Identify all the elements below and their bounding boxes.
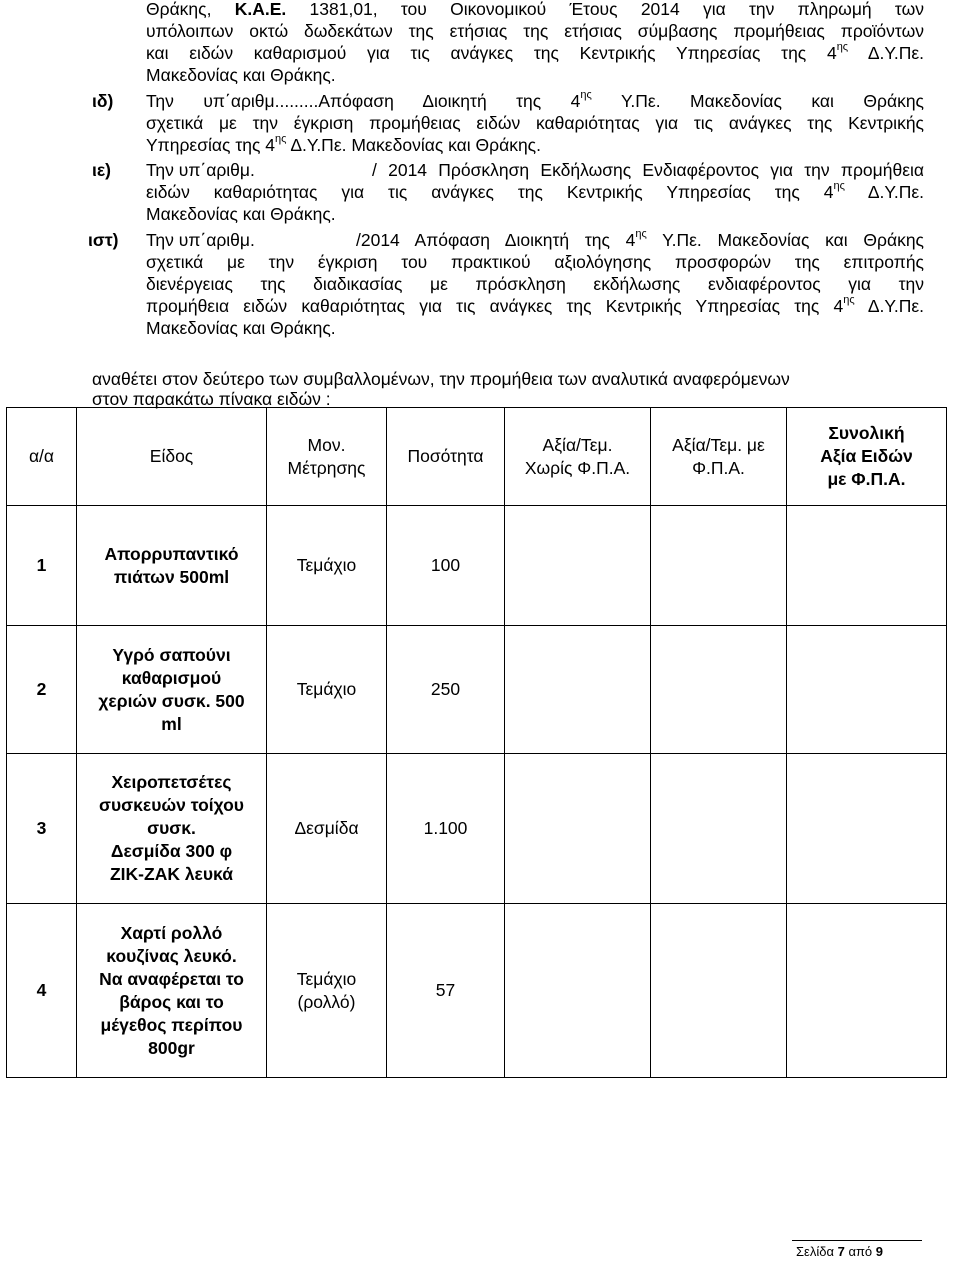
clause-label: ιε) (92, 160, 111, 180)
text: Υπηρεσίας της 4 (146, 135, 276, 155)
cell-item (77, 754, 267, 904)
header-text: Αξία/Τεμ. (542, 434, 613, 455)
table-row (7, 626, 947, 754)
cell-item (77, 904, 267, 1078)
text: ειδών καθαριότητας για τις ανάγκες της Κεντρικής Υπηρεσίας της 4 (146, 182, 834, 202)
clause-label: ιστ) (88, 230, 119, 250)
qty-text: 250 (430, 679, 461, 699)
clause-label: ιδ) (92, 91, 114, 111)
cell-total (787, 904, 947, 1078)
text-line: σχετικά με την έγκριση προμήθειας ειδών καθαριότητας για τις ανάγκες της Κεντρικής (146, 113, 924, 133)
table-header-row (7, 408, 947, 506)
text-line (146, 0, 924, 20)
superscript: ης (275, 133, 287, 145)
text: Υ.Πε. Μακεδονίας και Θράκης (591, 91, 924, 111)
header-text: Είδος (149, 446, 194, 466)
header-text: Ποσότητα (407, 446, 484, 466)
text: Την υπ΄αριθμ. (146, 91, 280, 111)
superscript: ης (843, 294, 855, 306)
text: Θράκης, (146, 0, 235, 19)
header-item (77, 408, 267, 506)
cell-total (787, 754, 947, 904)
text-line (146, 134, 541, 156)
page-number: 7 (837, 1244, 845, 1259)
header-text: Μον. (307, 434, 346, 455)
table-row (7, 904, 947, 1078)
item-text: συσκ. (147, 818, 196, 838)
row-number: 2 (36, 679, 47, 699)
table-row (7, 754, 947, 904)
cell-aa (7, 506, 77, 626)
cell-qty (387, 506, 505, 626)
cell-aa (7, 754, 77, 904)
header-price-vat (651, 408, 787, 506)
header-text: Αξία Ειδών (820, 446, 913, 466)
text: Δ.Υ.Πε. (848, 43, 925, 63)
unit-text: Δεσμίδα (294, 818, 359, 838)
cell-qty (387, 626, 505, 754)
unit-text: Τεμάχιο (296, 968, 357, 989)
cell-qty (387, 754, 505, 904)
text: και ειδών καθαρισμού για τις ανάγκες της Κεντρικής Υπηρεσίας της 4 (146, 43, 837, 63)
item-text: μέγεθος περίπου (100, 1014, 243, 1035)
item-text: πιάτων 500ml (113, 566, 230, 587)
text-line: Μακεδονίας και Θράκης. (146, 65, 336, 85)
text-line: Μακεδονίας και Θράκης. (146, 318, 336, 338)
cell-price (505, 506, 651, 626)
item-text: Χαρτί ρολλό (120, 922, 223, 943)
text-line: διενέργειας της διαδικασίας με πρόσκληση εκδήλωσης ενδιαφέροντος για την (146, 274, 924, 294)
cell-price (505, 754, 651, 904)
cell-price (505, 626, 651, 754)
item-text: Δεσμίδα 300 φ (110, 841, 233, 861)
text-line: / 2014 Πρόσκληση Εκδήλωσης Ενδιαφέροντος για την προμήθεια (372, 160, 924, 180)
cell-unit (267, 754, 387, 904)
cell-aa (7, 626, 77, 754)
header-unit (267, 408, 387, 506)
header-text: α/α (28, 446, 55, 466)
cell-aa (7, 904, 77, 1078)
item-text: ΖΙΚ-ΖΑΚ λευκά (109, 864, 233, 884)
row-number: 1 (36, 555, 47, 575)
cell-total (787, 626, 947, 754)
item-text: συσκευών τοίχου (99, 795, 244, 815)
item-text: Υγρό σαπούνι (112, 644, 231, 665)
text-line: στον παρακάτω πίνακα ειδών : (92, 389, 331, 409)
item-text: ml (161, 713, 182, 734)
cell-price (505, 904, 651, 1078)
superscript: ης (580, 89, 592, 101)
text: Απόφαση Διοικητή της 4 (318, 91, 581, 111)
header-text: Μέτρησης (287, 457, 366, 478)
table-row (7, 506, 947, 626)
text-line: σχετικά με την έγκριση του πρακτικού αξιολόγησης προσφορών της επιτροπής (146, 252, 924, 272)
item-text: καθαρισμού (121, 667, 222, 688)
page-total: 9 (875, 1244, 884, 1259)
text-line (146, 42, 924, 64)
cell-price-vat (651, 506, 787, 626)
item-text: βάρος και το (119, 991, 224, 1012)
cell-unit (267, 626, 387, 754)
text-line: Την υπ΄αριθμ. (146, 160, 255, 180)
text-line (146, 295, 924, 317)
text: Δ.Υ.Πε. (844, 182, 925, 202)
unit-text: (ρολλό) (297, 991, 356, 1012)
header-text: Συνολική (828, 423, 905, 443)
bold-code: Κ.Α.Ε. (234, 0, 287, 19)
cell-unit (267, 904, 387, 1078)
item-text: Να αναφέρεται το (99, 968, 244, 989)
header-text: Χωρίς Φ.Π.Α. (524, 457, 631, 478)
footer-divider (792, 1240, 922, 1241)
item-text: Χειροπετσέτες (111, 772, 232, 792)
text: Δ.Υ.Πε. Μακεδονίας και Θράκης. (286, 135, 541, 155)
text-line: Την υπ΄αριθμ. (146, 230, 255, 250)
text-line (146, 181, 924, 203)
cell-price-vat (651, 754, 787, 904)
text-line (356, 229, 924, 251)
header-qty (387, 408, 505, 506)
text: Υ.Πε. Μακεδονίας και Θράκης (646, 230, 924, 250)
qty-text: 57 (435, 980, 456, 1000)
superscript: ης (836, 41, 849, 53)
superscript: ης (833, 180, 845, 192)
header-price (505, 408, 651, 506)
text: 1381,01, του Οικονομικού Έτους 2014 για την πληρωμή των (286, 0, 924, 19)
unit-text: Τεμάχιο (296, 679, 357, 699)
text-line: αναθέτει στον δεύτερο των συμβαλλομένων, την προμήθεια των αναλυτικά αναφερόμενων (92, 369, 790, 389)
footer-text: από (844, 1244, 876, 1259)
page-footer (796, 1244, 883, 1260)
cell-unit (267, 506, 387, 626)
item-text: 800gr (148, 1037, 195, 1058)
cell-qty (387, 904, 505, 1078)
item-text: κουζίνας λευκό. (106, 945, 237, 966)
header-text: Φ.Π.Α. (692, 457, 745, 478)
cell-price-vat (651, 904, 787, 1078)
text: /2014 Απόφαση Διοικητή της 4 (356, 230, 636, 250)
qty-text: 1.100 (423, 818, 468, 838)
cell-item (77, 626, 267, 754)
text: Δ.Υ.Πε. (854, 296, 924, 316)
text-line: Μακεδονίας και Θράκης. (146, 204, 336, 224)
item-text: χεριών συσκ. 500 (98, 690, 245, 711)
text-line (146, 90, 924, 112)
footer-text: Σελίδα (796, 1244, 838, 1259)
item-text: Απορρυπαντικό (104, 543, 239, 564)
superscript: ης (635, 228, 647, 240)
text: ........ (279, 91, 319, 111)
cell-item (77, 506, 267, 626)
header-text: Αξία/Τεμ. με (672, 434, 765, 455)
qty-text: 100 (430, 555, 461, 575)
unit-text: Τεμάχιο (296, 555, 357, 575)
text-line: υπόλοιπων οκτώ δωδεκάτων της ετήσιας της ετήσιας σύμβασης προμήθειας προϊόντων (146, 21, 924, 41)
text: προμήθεια ειδών καθαριότητας για τις ανάγκες της Κεντρικής Υπηρεσίας της 4 (146, 296, 844, 316)
items-table (6, 407, 947, 1078)
cell-price-vat (651, 626, 787, 754)
header-total (787, 408, 947, 506)
table-body (7, 506, 947, 1078)
row-number: 3 (36, 818, 47, 838)
header-text: με Φ.Π.Α. (827, 469, 906, 489)
row-number: 4 (36, 980, 47, 1000)
cell-total (787, 506, 947, 626)
header-aa (7, 408, 77, 506)
